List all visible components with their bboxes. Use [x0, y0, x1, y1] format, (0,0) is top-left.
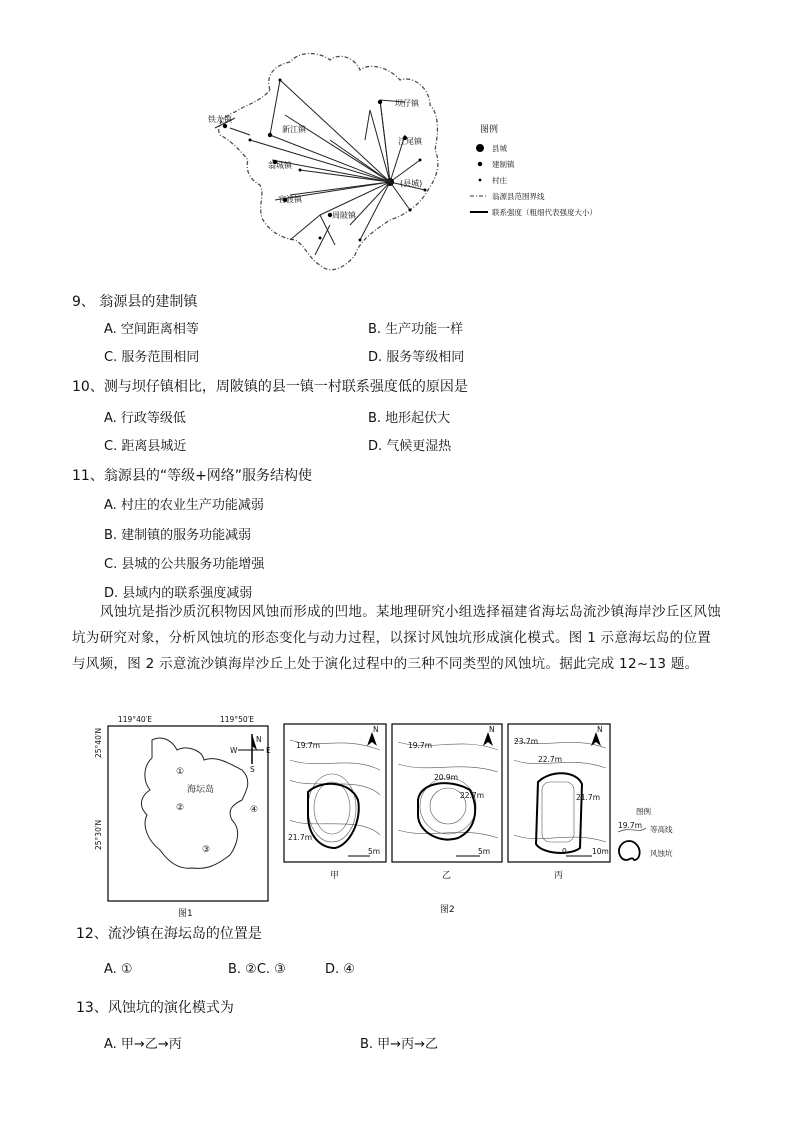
svg-text:N: N: [373, 725, 379, 734]
svg-text:图2: 图2: [440, 905, 455, 915]
q9-option-c[interactable]: C. 服务范围相同: [104, 350, 200, 365]
svg-text:图例: 图例: [636, 807, 651, 816]
q9-option-d[interactable]: D. 服务等级相同: [368, 350, 465, 365]
svg-text:S: S: [250, 765, 255, 774]
q13-option-a[interactable]: A. 甲→乙→丙: [104, 1037, 182, 1052]
svg-text:25°40′N: 25°40′N: [94, 727, 103, 758]
county-boundary: [219, 54, 438, 270]
svg-text:乙: 乙: [442, 871, 452, 881]
q11-option-d[interactable]: D. 县域内的联系强度减弱: [104, 586, 253, 601]
q10-option-a[interactable]: A. 行政等级低: [104, 411, 186, 426]
svg-text:海坛岛: 海坛岛: [187, 785, 215, 795]
svg-text:E: E: [266, 746, 271, 755]
svg-text:23.7m: 23.7m: [514, 737, 539, 746]
q11-option-b[interactable]: B. 建制镇的服务功能减弱: [104, 528, 252, 543]
town-label: 官渡镇: [278, 195, 302, 204]
map-legend: [470, 123, 597, 217]
compass-icon: [230, 734, 271, 774]
town-label: 江尾镇: [398, 137, 422, 146]
svg-text:119°50′E: 119°50′E: [220, 715, 255, 724]
q12-option-d[interactable]: D. ④: [325, 962, 355, 977]
county-seat-label: (县城): [400, 179, 423, 188]
svg-text:22.7m: 22.7m: [460, 791, 485, 800]
svg-text:119°40′E: 119°40′E: [118, 715, 153, 724]
question-13-stem: 13、风蚀坑的演化模式为: [76, 1000, 234, 1016]
svg-text:④: ④: [250, 805, 259, 815]
svg-text:25°30′N: 25°30′N: [94, 819, 103, 850]
link-lines: [215, 80, 425, 255]
town-label: 新江镇: [282, 125, 306, 134]
svg-text:图例: 图例: [480, 125, 499, 135]
q12-option-bc[interactable]: B. ②C. ③: [228, 962, 286, 977]
q11-option-a[interactable]: A. 村庄的农业生产功能减弱: [104, 498, 264, 513]
svg-text:5m: 5m: [368, 847, 381, 856]
svg-text:W: W: [230, 746, 238, 755]
q10-option-b[interactable]: B. 地形起伏大: [368, 411, 451, 426]
svg-text:①: ①: [176, 767, 185, 777]
question-11-stem: 11、翁源县的“等级+网络”服务结构使: [72, 468, 313, 484]
svg-text:风蚀坑: 风蚀坑: [650, 849, 673, 858]
question-10-stem: 10、测与坝仔镇相比，周陂镇的县一镇一村联系强度低的原因是: [72, 379, 468, 395]
fig2-legend: [618, 806, 673, 860]
svg-text:N: N: [256, 735, 262, 744]
svg-text:19.7m: 19.7m: [408, 741, 433, 750]
question-12-stem: 12、流沙镇在海坛岛的位置是: [76, 926, 262, 942]
q11-option-c[interactable]: C. 县城的公共服务功能增强: [104, 557, 265, 572]
panel-yi: [392, 724, 502, 881]
q9-option-a[interactable]: A. 空间距离相等: [104, 322, 199, 337]
town-label: 坝仔镇: [395, 99, 419, 108]
svg-text:21.7m: 21.7m: [576, 793, 601, 802]
town-label: 周陂镇: [332, 211, 356, 220]
panel-bing: [508, 724, 610, 881]
svg-text:19.7m: 19.7m: [618, 821, 643, 830]
county-map: [190, 40, 600, 285]
q13-option-b[interactable]: B. 甲→丙→乙: [360, 1037, 438, 1052]
svg-text:21.7m: 21.7m: [288, 833, 313, 842]
svg-text:19.7m: 19.7m: [296, 741, 321, 750]
svg-text:③: ③: [202, 845, 211, 855]
town-label: 翁城镇: [268, 161, 292, 170]
svg-text:翁源县范围界线: 翁源县范围界线: [492, 192, 545, 201]
q10-option-c[interactable]: C. 距离县城近: [104, 439, 187, 454]
q12-option-a[interactable]: A. ①: [104, 962, 133, 977]
svg-text:N: N: [489, 725, 495, 734]
svg-text:甲: 甲: [330, 871, 340, 881]
figure-1: [92, 710, 282, 920]
figure-2: [280, 720, 700, 920]
svg-text:建制镇: 建制镇: [492, 160, 515, 169]
svg-text:N: N: [597, 725, 603, 734]
svg-text:0: 0: [562, 847, 567, 856]
q9-option-b[interactable]: B. 生产功能一样: [368, 322, 464, 337]
svg-text:联系强度（粗细代表强度大小）: 联系强度（粗细代表强度大小）: [492, 208, 597, 217]
svg-text:20.9m: 20.9m: [434, 773, 459, 782]
svg-text:县城: 县城: [492, 144, 507, 153]
svg-text:村庄: 村庄: [492, 176, 507, 185]
svg-text:②: ②: [176, 803, 185, 813]
svg-text:5m: 5m: [478, 847, 491, 856]
q10-option-d[interactable]: D. 气候更湿热: [368, 439, 452, 454]
svg-text:丙: 丙: [554, 871, 564, 881]
town-label: 铁龙镇: [208, 115, 232, 124]
svg-text:图1: 图1: [178, 909, 193, 919]
intro-paragraph: 风蚀坑是指沙质沉积物因风蚀而形成的凹地。某地理研究小组选择福建省海坛岛流沙镇海岸沙丘区风蚀坑为研究对象，分析风蚀坑的形态变化与动力过程，以探讨风蚀坑形成演化模式。图 1 示意海坛岛的位置与风频，图 2 示意流沙镇海岸沙丘上处于演化过程中的三种不同类型的风蚀坑。据此完成 12~13 题。: [72, 604, 721, 672]
question-9-stem: 9、 翁源县的建制镇: [72, 294, 198, 310]
svg-text:22.7m: 22.7m: [538, 755, 563, 764]
svg-text:10m: 10m: [592, 847, 609, 856]
svg-text:等高线: 等高线: [650, 825, 673, 834]
panel-jia: [284, 724, 386, 881]
island-outline: [141, 738, 247, 868]
